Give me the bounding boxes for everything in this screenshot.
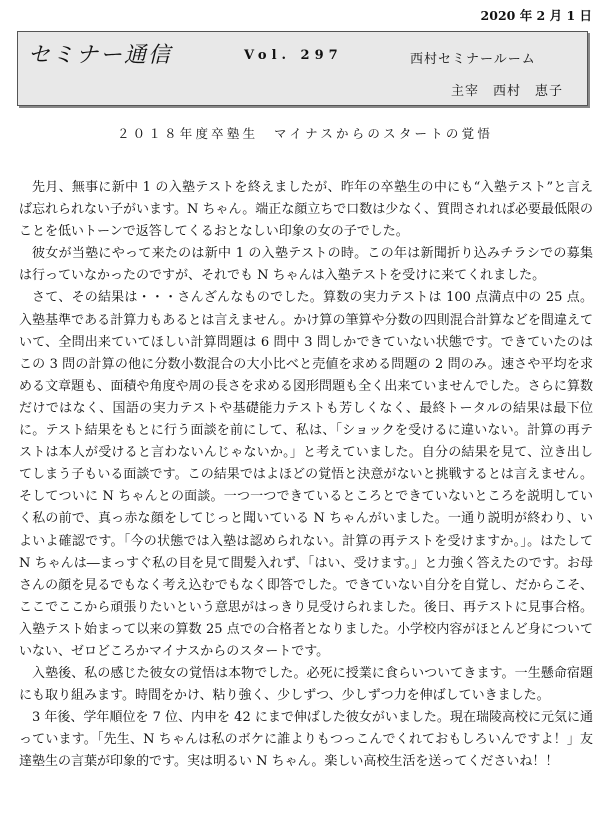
article-paragraph: 入塾後、私の感じた彼女の覚悟は本物でした。必死に授業に食らいついてきます。一生懸命宿題にも取り組みます。時間をかけ、粘り強く、少しずつ、少しずつ力を伸ばしていきました。 xyxy=(19,666,593,704)
owner-name: 主宰 西村 恵子 xyxy=(451,84,564,99)
article-body xyxy=(19,177,593,774)
article-headline: ２０１８年度卒塾生 マイナスからのスタートの覚悟 xyxy=(116,126,494,141)
article-paragraph: 3 年後、学年順位を 7 位、内申を 42 にまで伸ばした彼女がいました。現在瑞陵高校に元気に通っています。「先生、N ちゃんは私のボケに誰よりもつっこんでくれておもしろいんですよ！」友達塾生の言葉が印象的です。実は明るい N ちゃん。楽しい高校生活を送ってくださいね！！ xyxy=(19,710,593,770)
article-paragraph: 先月、無事に新中 1 の入塾テストを終えましたが、昨年の卒塾生の中にも“入塾テスト”と言えば忘れられない子がいます。N ちゃん。端正な顔立ちで口数は少なく、質問されれば必要最低限のことを低いトーンで返答してくるおとなしい印象の女の子でした。 xyxy=(19,180,593,240)
volume-number: Vol. 297 xyxy=(244,48,343,63)
newsletter-header xyxy=(17,31,588,106)
article-paragraph: 彼女が当塾にやって来たのは新中 1 の入塾テストの時。この年は新聞折り込みチラシでの募集は行っていなかったのですが、それでも N ちゃんは入塾テストを受けに来てくれました。 xyxy=(19,246,593,284)
issue-date: 2020 年 2 月 1 日 xyxy=(480,8,592,23)
newsletter-name: セミナー通信 xyxy=(28,43,173,68)
organization-name: 西村セミナールーム xyxy=(410,52,536,67)
article-paragraph: さて、その結果は・・・さんざんなものでした。算数の実力テストは 100 点満点中の 25 点。入塾基準である計算力もあるとは言えません。かけ算の筆算や分数の四則混合計算などを間違えていて、全問出来ていてほしい計算問題は 6 問中 3 問しかできていない状態です。できていたのはこの 3 問の計算の他に分数小数混合の大小比べと売値を求める問題の 2 問のみ。速さや平均を求める文章題も、面積や角度や周の長さを求める図形問題も全く出来ていませんでした。さらに算数だけではなく、国語の実力テストや基礎能力テストも芳しくなく、最終トータルの結果は最下位に。テスト結果をもとに行う面談を前にして、私は、「ショックを受けるに違いない。計算の再テストは本人が受けると言わないんじゃないか。」と考えていました。自分の結果を見て、泣き出してしまう子もいる面談です。この結果ではよほどの覚悟と決意がないと挑戦するとは言えません。そしてついに N ちゃんとの面談。一つ一つできているところとできていないところを説明していく私の前で、真っ赤な顔をしてじっと聞いている N ちゃんがいました。一通り説明が終わり、いよいよ確認です。「今の状態では入塾は認められない。計算の再テストを受けますか。」。はたして N ちゃんは―まっすぐ私の目を見て間髪入れず、「はい、受けます。」と力強く答えたのです。お母さんの顔を見るでもなく考え込むでもなく即答でした。できていない自分を自覚し、だからこそ、ここでここから頑張りたいという意思がはっきり見受けられました。後日、再テストに見事合格。入塾テスト始まって以来の算数 25 点での合格者となりました。小学校内容がほとんど身についていない、ゼロどころかマイナスからのスタートです。 xyxy=(19,290,593,659)
